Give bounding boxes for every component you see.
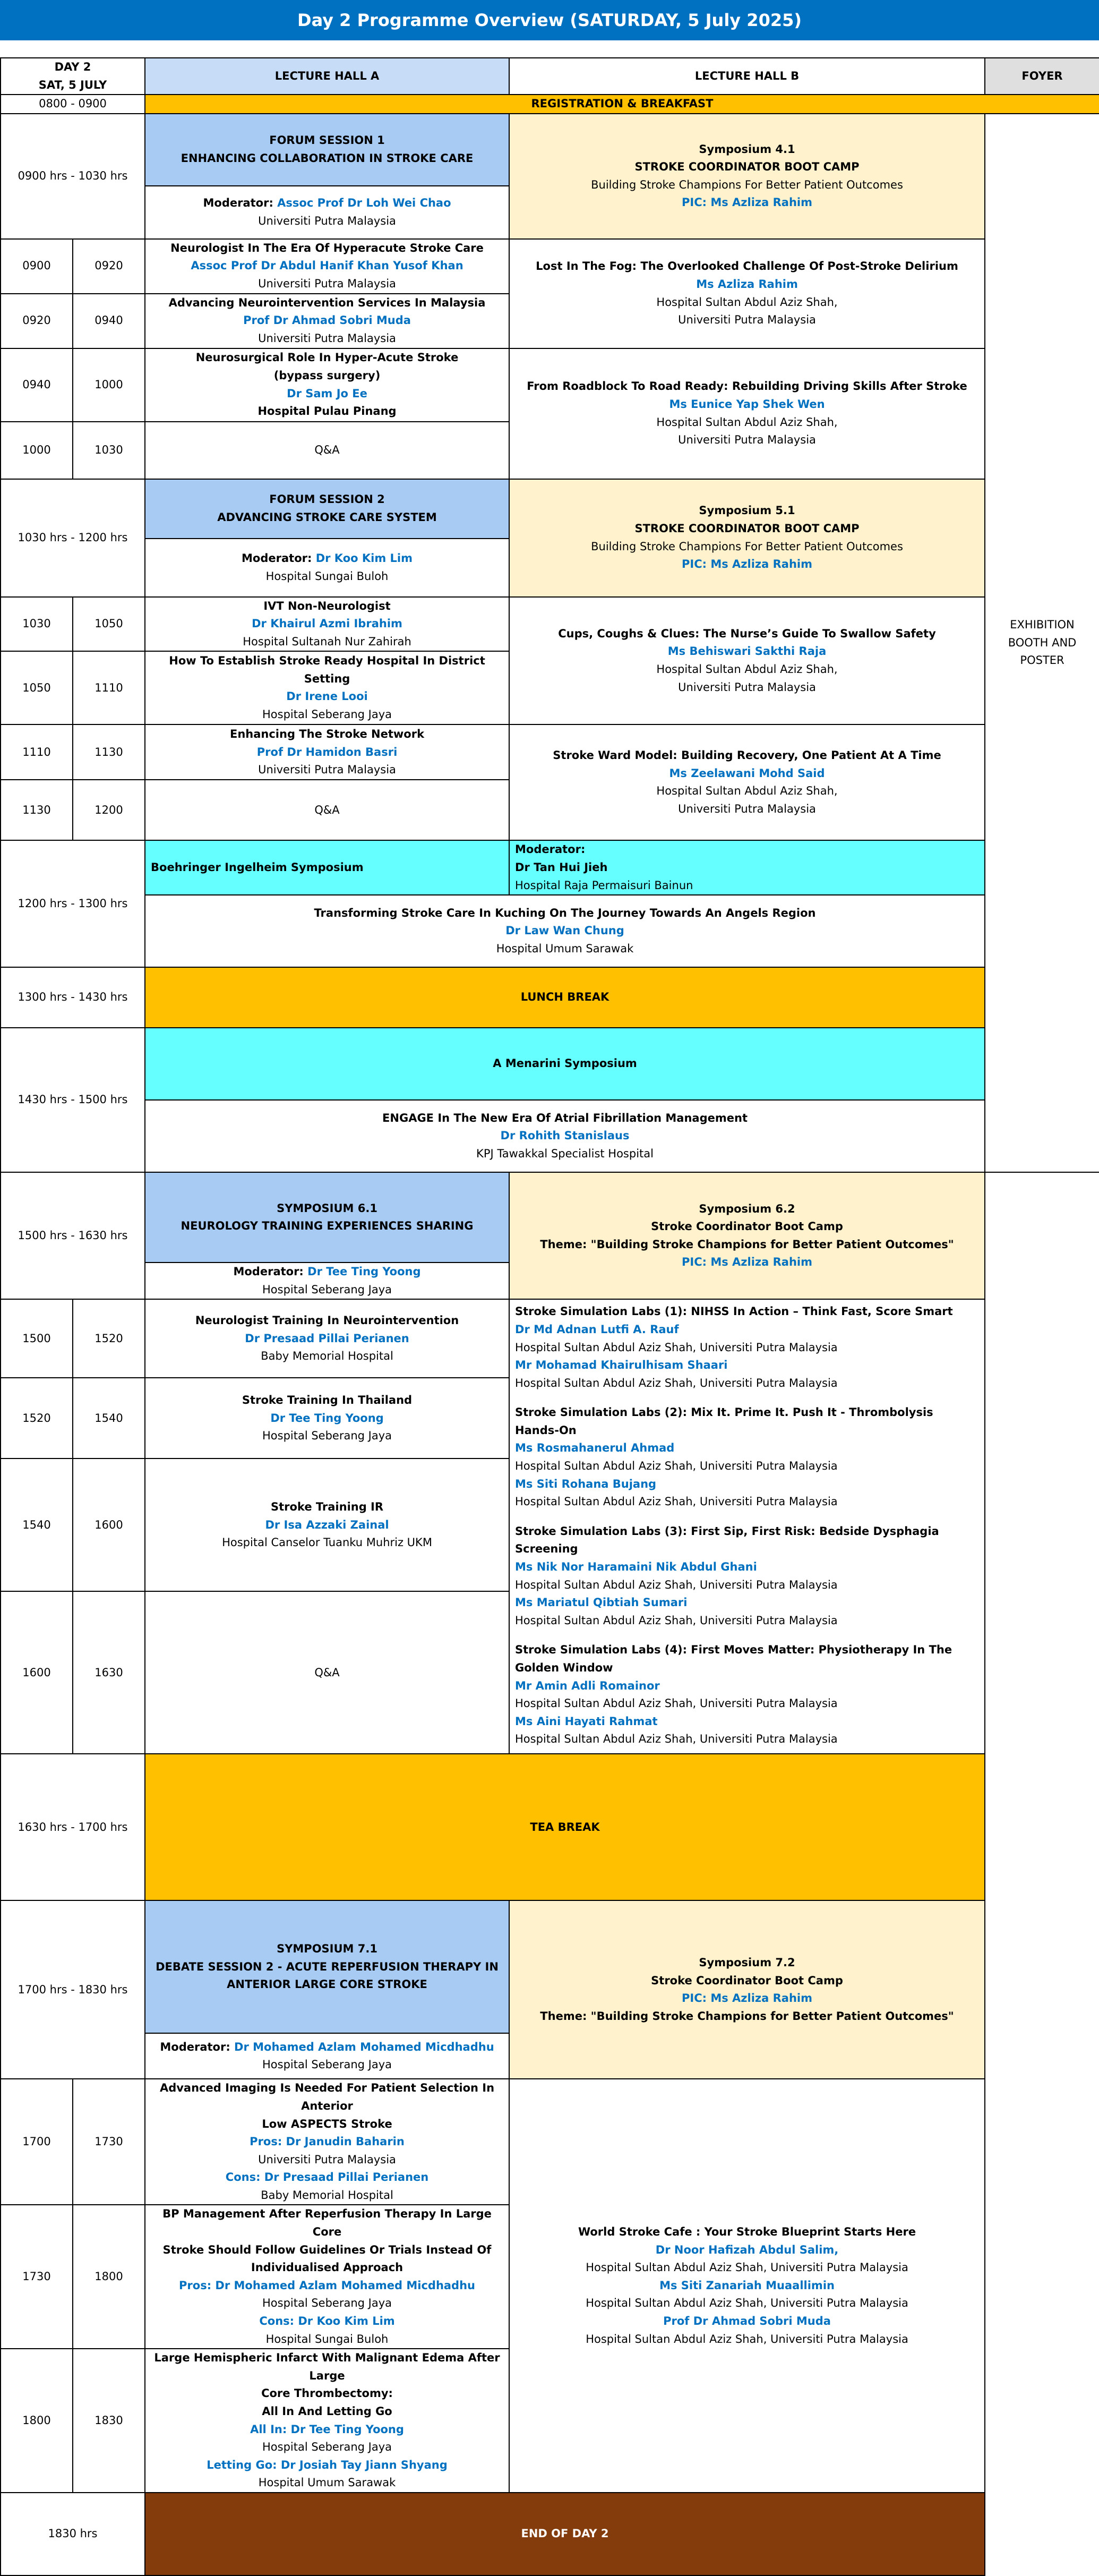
talk-cell: Advancing Neurointervention Services In Malaysia Prof Dr Ahmad Sobri Muda Universiti Putra Malaysia (145, 294, 509, 348)
talk-cell: Stroke Training IR Dr Isa Azzaki Zainal Hospital Canselor Tuanku Muhriz UKM (145, 1458, 509, 1591)
hall-b-talk: Stroke Ward Model: Building Recovery, One Patient At A Time Ms Zeelawani Mohd Said Hospital Sultan Abdul Aziz Shah, Universiti Putra Malaysia (509, 724, 985, 840)
world-stroke-cafe: World Stroke Cafe : Your Stroke Blueprint Starts Here Dr Noor Hafizah Abdul Salim, Hospital Sultan Abdul Aziz Shah, Universiti Putra Malaysia Ms Siti Zanariah Muaallimin Hospital Sultan Abdul Aziz Shah, Universiti Putra Malaysia Prof Dr Ahmad Sobri Muda Hospital Sultan Abdul Aziz Shah, Universiti Putra Malaysia (509, 2079, 985, 2493)
simulation-labs: Stroke Simulation Labs (1): NIHSS In Action – Think Fast, Score Smart Dr Md Adnan Lutfi A. Rauf Hospital Sultan Abdul Aziz Shah, Universiti Putra Malaysia Mr Mohamad Khairulhisam Shaari Hospital Sultan Abdul Aziz Shah, Universiti Putra Malaysia Stroke Simulation Labs (2): Mix It. Prime It. Push It - Thrombolysis Hands-On Ms Rosmahanerul Ahmad Hospital Sultan Abdul Aziz Shah, Universiti Putra Malaysia Ms Siti Rohana Bujang Hospital Sultan Abdul Aziz Shah, Universiti Putra Malaysia Stroke Simulation Labs (3): First Sip, First Risk: Bedside Dysphagia Screening Ms Nik Nor Haramaini Nik Abdul Ghani Hospital Sultan Abdul Aziz Shah, Universiti Putra Malaysia Ms Mariatul Qibtiah Sumari Hospital Sultan Abdul Aziz Shah, Universiti Putra Malaysia Stroke Simulation Labs (4): First Moves Matter: Physiotherapy In The Golden Window Mr Amin Adli Romainor Hospital Sultan Abdul Aziz Shah, Universiti Putra Malaysia Ms Aini Hayati Rahmat Hospital Sultan Abdul Aziz Shah, Universiti Putra Malaysia (509, 1299, 985, 1754)
talk-row: 0920 0940 Advancing Neurointervention Services In Malaysia Prof Dr Ahmad Sobri Muda Universiti Putra Malaysia (1, 294, 1099, 348)
qa-row: 1000 1030 Q&A (1, 422, 1099, 479)
end-time: 1830 hrs (1, 2493, 145, 2575)
talk-cell: Neurologist In The Era Of Hyperacute Stroke Care Assoc Prof Dr Abdul Hanif Khan Yusof Khan Universiti Putra Malaysia (145, 239, 509, 294)
end-row (1, 2493, 1099, 2575)
qa-row: 1130 1200 Q&A (1, 780, 1099, 840)
forum-2-row (1, 479, 1099, 539)
symposium-5-1: Symposium 5.1 STROKE COORDINATOR BOOT CAMP Building Stroke Champions For Better Patient Outcomes PIC: Ms Azliza Rahim (509, 479, 985, 597)
symposium-6-row (1, 1172, 1099, 1263)
symposium-7-1: SYMPOSIUM 7.1 DEBATE SESSION 2 - ACUTE REPERFUSION THERAPY IN ANTERIOR LARGE CORE STROKE (145, 1900, 509, 2033)
engage-talk-row (1, 1100, 1099, 1172)
talk-cell: Neurosurgical Role In Hyper-Acute Stroke (bypass surgery) Dr Sam Jo Ee Hospital Pulau Pinang (145, 348, 509, 422)
boehringer-symposium: Boehringer Ingelheim Symposium (145, 840, 509, 895)
foyer-exhibition-1: EXHIBITION BOOTH AND POSTER (985, 114, 1099, 1172)
talk-row: 1500 1520 Neurologist Training In Neurointervention Dr Presaad Pillai Perianen Baby Memorial Hospital Stroke Simulation Labs (1): NIHSS In Action – Think Fast, Score Smart Dr Md Adnan Lutfi A. Rauf Hospital Sultan Abdul Aziz Shah, Universiti Putra Malaysia Mr Mohamad Khairulhisam Shaari Hospital Sultan Abdul Aziz Shah, Universiti Putra Malaysia Stroke Simulation Labs (2): Mix It. Prime It. Push It - Thrombolysis Hands-On Ms Rosmahanerul Ahmad Hospital Sultan Abdul Aziz Shah, Universiti Putra Malaysia Ms Siti Rohana Bujang Hospital Sultan Abdul Aziz Shah, Universiti Putra Malaysia Stroke Simulation Labs (3): First Sip, First Risk: Bedside Dysphagia Screening Ms Nik Nor Haramaini Nik Abdul Ghani Hospital Sultan Abdul Aziz Shah, Universiti Putra Malaysia Ms Mariatul Qibtiah Sumari Hospital Sultan Abdul Aziz Shah, Universiti Putra Malaysia Stroke Simulation Labs (4): First Moves Matter: Physiotherapy In The Golden Window Mr Amin Adli Romainor Hospital Sultan Abdul Aziz Shah, Universiti Putra Malaysia Ms Aini Hayati Rahmat Hospital Sultan Abdul Aziz Shah, Universiti Putra Malaysia (1, 1299, 1099, 1378)
talk-row: 0940 1000 Neurosurgical Role In Hyper-Acute Stroke (bypass surgery) Dr Sam Jo Ee Hospital Pulau Pinang From Roadblock To Road Ready: Rebuilding Driving Skills After Stroke Ms Eunice Yap Shek Wen Hospital Sultan Abdul Aziz Shah, Universiti Putra Malaysia (1, 348, 1099, 422)
talk-row: 1050 1110 How To Establish Stroke Ready Hospital In District Setting Dr Irene Looi Hospital Seberang Jaya (1, 651, 1099, 724)
lunch-time: 1300 hrs - 1430 hrs (1, 967, 145, 1028)
block-2-time: 1030 hrs - 1200 hrs (1, 479, 145, 597)
symposium-4-1: Symposium 4.1 STROKE COORDINATOR BOOT CAMP Building Stroke Champions For Better Patient Outcomes PIC: Ms Azliza Rahim (509, 114, 985, 239)
talk-row: 1110 1130 Enhancing The Stroke Network Prof Dr Hamidon Basri Universiti Putra Malaysia Stroke Ward Model: Building Recovery, One Patient At A Time Ms Zeelawani Mohd Said Hospital Sultan Abdul Aziz Shah, Universiti Putra Malaysia (1, 724, 1099, 780)
tea-break: TEA BREAK (145, 1754, 985, 1900)
debate-cell: Advanced Imaging Is Needed For Patient Selection In Anterior Low ASPECTS Stroke Pros: Dr Janudin Baharin Universiti Putra Malaysia Cons: Dr Presaad Pillai Perianen Baby Memorial Hospital (145, 2079, 509, 2205)
qa-row: 1600 1630 Q&A (1, 1591, 1099, 1754)
hall-b-talk: Lost In The Fog: The Overlooked Challenge Of Post-Stroke Delirium Ms Azliza Rahim Hospital Sultan Abdul Aziz Shah, Universiti Putra Malaysia (509, 239, 985, 348)
symposium-6-1: SYMPOSIUM 6.1 NEUROLOGY TRAINING EXPERIENCES SHARING (145, 1172, 509, 1263)
talk-row: 0900 0920 Neurologist In The Era Of Hyperacute Stroke Care Assoc Prof Dr Abdul Hanif Khan Yusof Khan Universiti Putra Malaysia Lost In The Fog: The Overlooked Challenge Of Post-Stroke Delirium Ms Azliza Rahim Hospital Sultan Abdul Aziz Shah, Universiti Putra Malaysia (1, 239, 1099, 294)
menarini-symposium: A Menarini Symposium (145, 1028, 985, 1100)
boehringer-moderator: Moderator: Dr Tan Hui Jieh Hospital Raja Permaisuri Bainun (509, 840, 985, 895)
talk-cell: Stroke Training In Thailand Dr Tee Ting Yoong Hospital Seberang Jaya (145, 1378, 509, 1458)
hall-a-header: LECTURE HALL A (145, 58, 509, 95)
moderator-6: Moderator: Dr Mohamed Azlam Mohamed Micdhadhu Hospital Seberang Jaya (145, 2033, 509, 2079)
symposium-7-2: Symposium 7.2 Stroke Coordinator Boot Camp PIC: Ms Azliza Rahim Theme: "Building Stroke Champions for Better Patient Outcomes" (509, 1900, 985, 2079)
qa-cell: Q&A (145, 780, 509, 840)
qa-cell: Q&A (145, 1591, 509, 1754)
forum-1-row (1, 114, 1099, 186)
symposium-7-row (1, 1900, 1099, 2033)
foyer-header: FOYER (985, 58, 1099, 95)
block-5-time: 1500 hrs - 1630 hrs (1, 1172, 145, 1299)
debate-row: 1700 1730 Advanced Imaging Is Needed For Patient Selection In Anterior Low ASPECTS Stroke Pros: Dr Janudin Baharin Universiti Putra Malaysia Cons: Dr Presaad Pillai Perianen Baby Memorial Hospital World Stroke Cafe : Your Stroke Blueprint Starts Here Dr Noor Hafizah Abdul Salim, Hospital Sultan Abdul Aziz Shah, Universiti Putra Malaysia Ms Siti Zanariah Muaallimin Hospital Sultan Abdul Aziz Shah, Universiti Putra Malaysia Prof Dr Ahmad Sobri Muda Hospital Sultan Abdul Aziz Shah, Universiti Putra Malaysia (1, 2079, 1099, 2205)
block-6-time: 1700 hrs - 1830 hrs (1, 1900, 145, 2079)
forum-session-1: FORUM SESSION 1 ENHANCING COLLABORATION IN STROKE CARE (145, 114, 509, 186)
moderator-5: Moderator: Dr Tee Ting Yoong Hospital Seberang Jaya (145, 1263, 509, 1299)
debate-row: 1800 1830 Large Hemispheric Infarct With Malignant Edema After Large Core Thrombectomy: All In And Letting Go All In: Dr Tee Ting Yoong Hospital Seberang Jaya Letting Go: Dr Josiah Tay Jiann Shyang Hospital Umum Sarawak (1, 2349, 1099, 2493)
moderator-2: Moderator: Dr Koo Kim Lim Hospital Sungai Buloh (145, 539, 509, 597)
engage-talk: ENGAGE In The New Era Of Atrial Fibrillation Management Dr Rohith Stanislaus KPJ Tawakkal Specialist Hospital (145, 1100, 985, 1172)
tea-row (1, 1754, 1099, 1900)
kuching-talk-row (1, 895, 1099, 967)
talk-cell: Enhancing The Stroke Network Prof Dr Hamidon Basri Universiti Putra Malaysia (145, 724, 509, 780)
day-header: DAY 2 SAT, 5 JULY (1, 58, 145, 95)
block-3-time: 1200 hrs - 1300 hrs (1, 840, 145, 967)
menarini-row (1, 1028, 1099, 1100)
hall-b-header: LECTURE HALL B (509, 58, 985, 95)
debate-cell: Large Hemispheric Infarct With Malignant Edema After Large Core Thrombectomy: All In And Letting Go All In: Dr Tee Ting Yoong Hospital Seberang Jaya Letting Go: Dr Josiah Tay Jiann Shyang Hospital Umum Sarawak (145, 2349, 509, 2493)
symposium-6-2: Symposium 6.2 Stroke Coordinator Boot Camp Theme: "Building Stroke Champions for Better Patient Outcomes" PIC: Ms Azliza Rahim (509, 1172, 985, 1299)
forum-session-2: FORUM SESSION 2 ADVANCING STROKE CARE SYSTEM (145, 479, 509, 539)
tea-time: 1630 hrs - 1700 hrs (1, 1754, 145, 1900)
talk-cell: IVT Non-Neurologist Dr Khairul Azmi Ibrahim Hospital Sultanah Nur Zahirah (145, 597, 509, 652)
kuching-talk: Transforming Stroke Care In Kuching On The Journey Towards An Angels Region Dr Law Wan Chung Hospital Umum Sarawak (145, 895, 985, 967)
registration-label: REGISTRATION & BREAKFAST (145, 95, 1099, 114)
talk-row: 1030 1050 IVT Non-Neurologist Dr Khairul Azmi Ibrahim Hospital Sultanah Nur Zahirah Cups, Coughs & Clues: The Nurse’s Guide To Swallow Safety Ms Behiswari Sakthi Raja Hospital Sultan Abdul Aziz Shah, Universiti Putra Malaysia (1, 597, 1099, 652)
talk-cell: How To Establish Stroke Ready Hospital In District Setting Dr Irene Looi Hospital Seberang Jaya (145, 651, 509, 724)
talk-row: 1540 1600 Stroke Training IR Dr Isa Azzaki Zainal Hospital Canselor Tuanku Muhriz UKM (1, 1458, 1099, 1591)
registration-row (1, 95, 1099, 114)
page-title: Day 2 Programme Overview (SATURDAY, 5 July 2025) (0, 0, 1099, 40)
talk-row: 1520 1540 Stroke Training In Thailand Dr Tee Ting Yoong Hospital Seberang Jaya (1, 1378, 1099, 1458)
header-row (1, 58, 1099, 95)
hall-b-talk: From Roadblock To Road Ready: Rebuilding Driving Skills After Stroke Ms Eunice Yap Shek Wen Hospital Sultan Abdul Aziz Shah, Universiti Putra Malaysia (509, 348, 985, 479)
hall-b-talk: Cups, Coughs & Clues: The Nurse’s Guide To Swallow Safety Ms Behiswari Sakthi Raja Hospital Sultan Abdul Aziz Shah, Universiti Putra Malaysia (509, 597, 985, 725)
block-4-time: 1430 hrs - 1500 hrs (1, 1028, 145, 1172)
programme-table (0, 57, 1099, 2576)
talk-cell: Neurologist Training In Neurointervention Dr Presaad Pillai Perianen Baby Memorial Hospital (145, 1299, 509, 1378)
end-of-day: END OF DAY 2 (145, 2493, 985, 2575)
lunch-row (1, 967, 1099, 1028)
qa-cell: Q&A (145, 422, 509, 479)
registration-time: 0800 - 0900 (1, 95, 145, 114)
lunch-break: LUNCH BREAK (145, 967, 985, 1028)
debate-row: 1730 1800 BP Management After Reperfusion Therapy In Large Core Stroke Should Follow Guidelines Or Trials Instead Of Individualised Approach Pros: Dr Mohamed Azlam Mohamed Micdhadhu Hospital Seberang Jaya Cons: Dr Koo Kim Lim Hospital Sungai Buloh (1, 2205, 1099, 2349)
moderator-1: Moderator: Assoc Prof Dr Loh Wei Chao Universiti Putra Malaysia (145, 186, 509, 239)
boehringer-row (1, 840, 1099, 895)
block-1-time: 0900 hrs - 1030 hrs (1, 114, 145, 239)
debate-cell: BP Management After Reperfusion Therapy In Large Core Stroke Should Follow Guidelines Or Trials Instead Of Individualised Approach Pros: Dr Mohamed Azlam Mohamed Micdhadhu Hospital Seberang Jaya Cons: Dr Koo Kim Lim Hospital Sungai Buloh (145, 2205, 509, 2349)
